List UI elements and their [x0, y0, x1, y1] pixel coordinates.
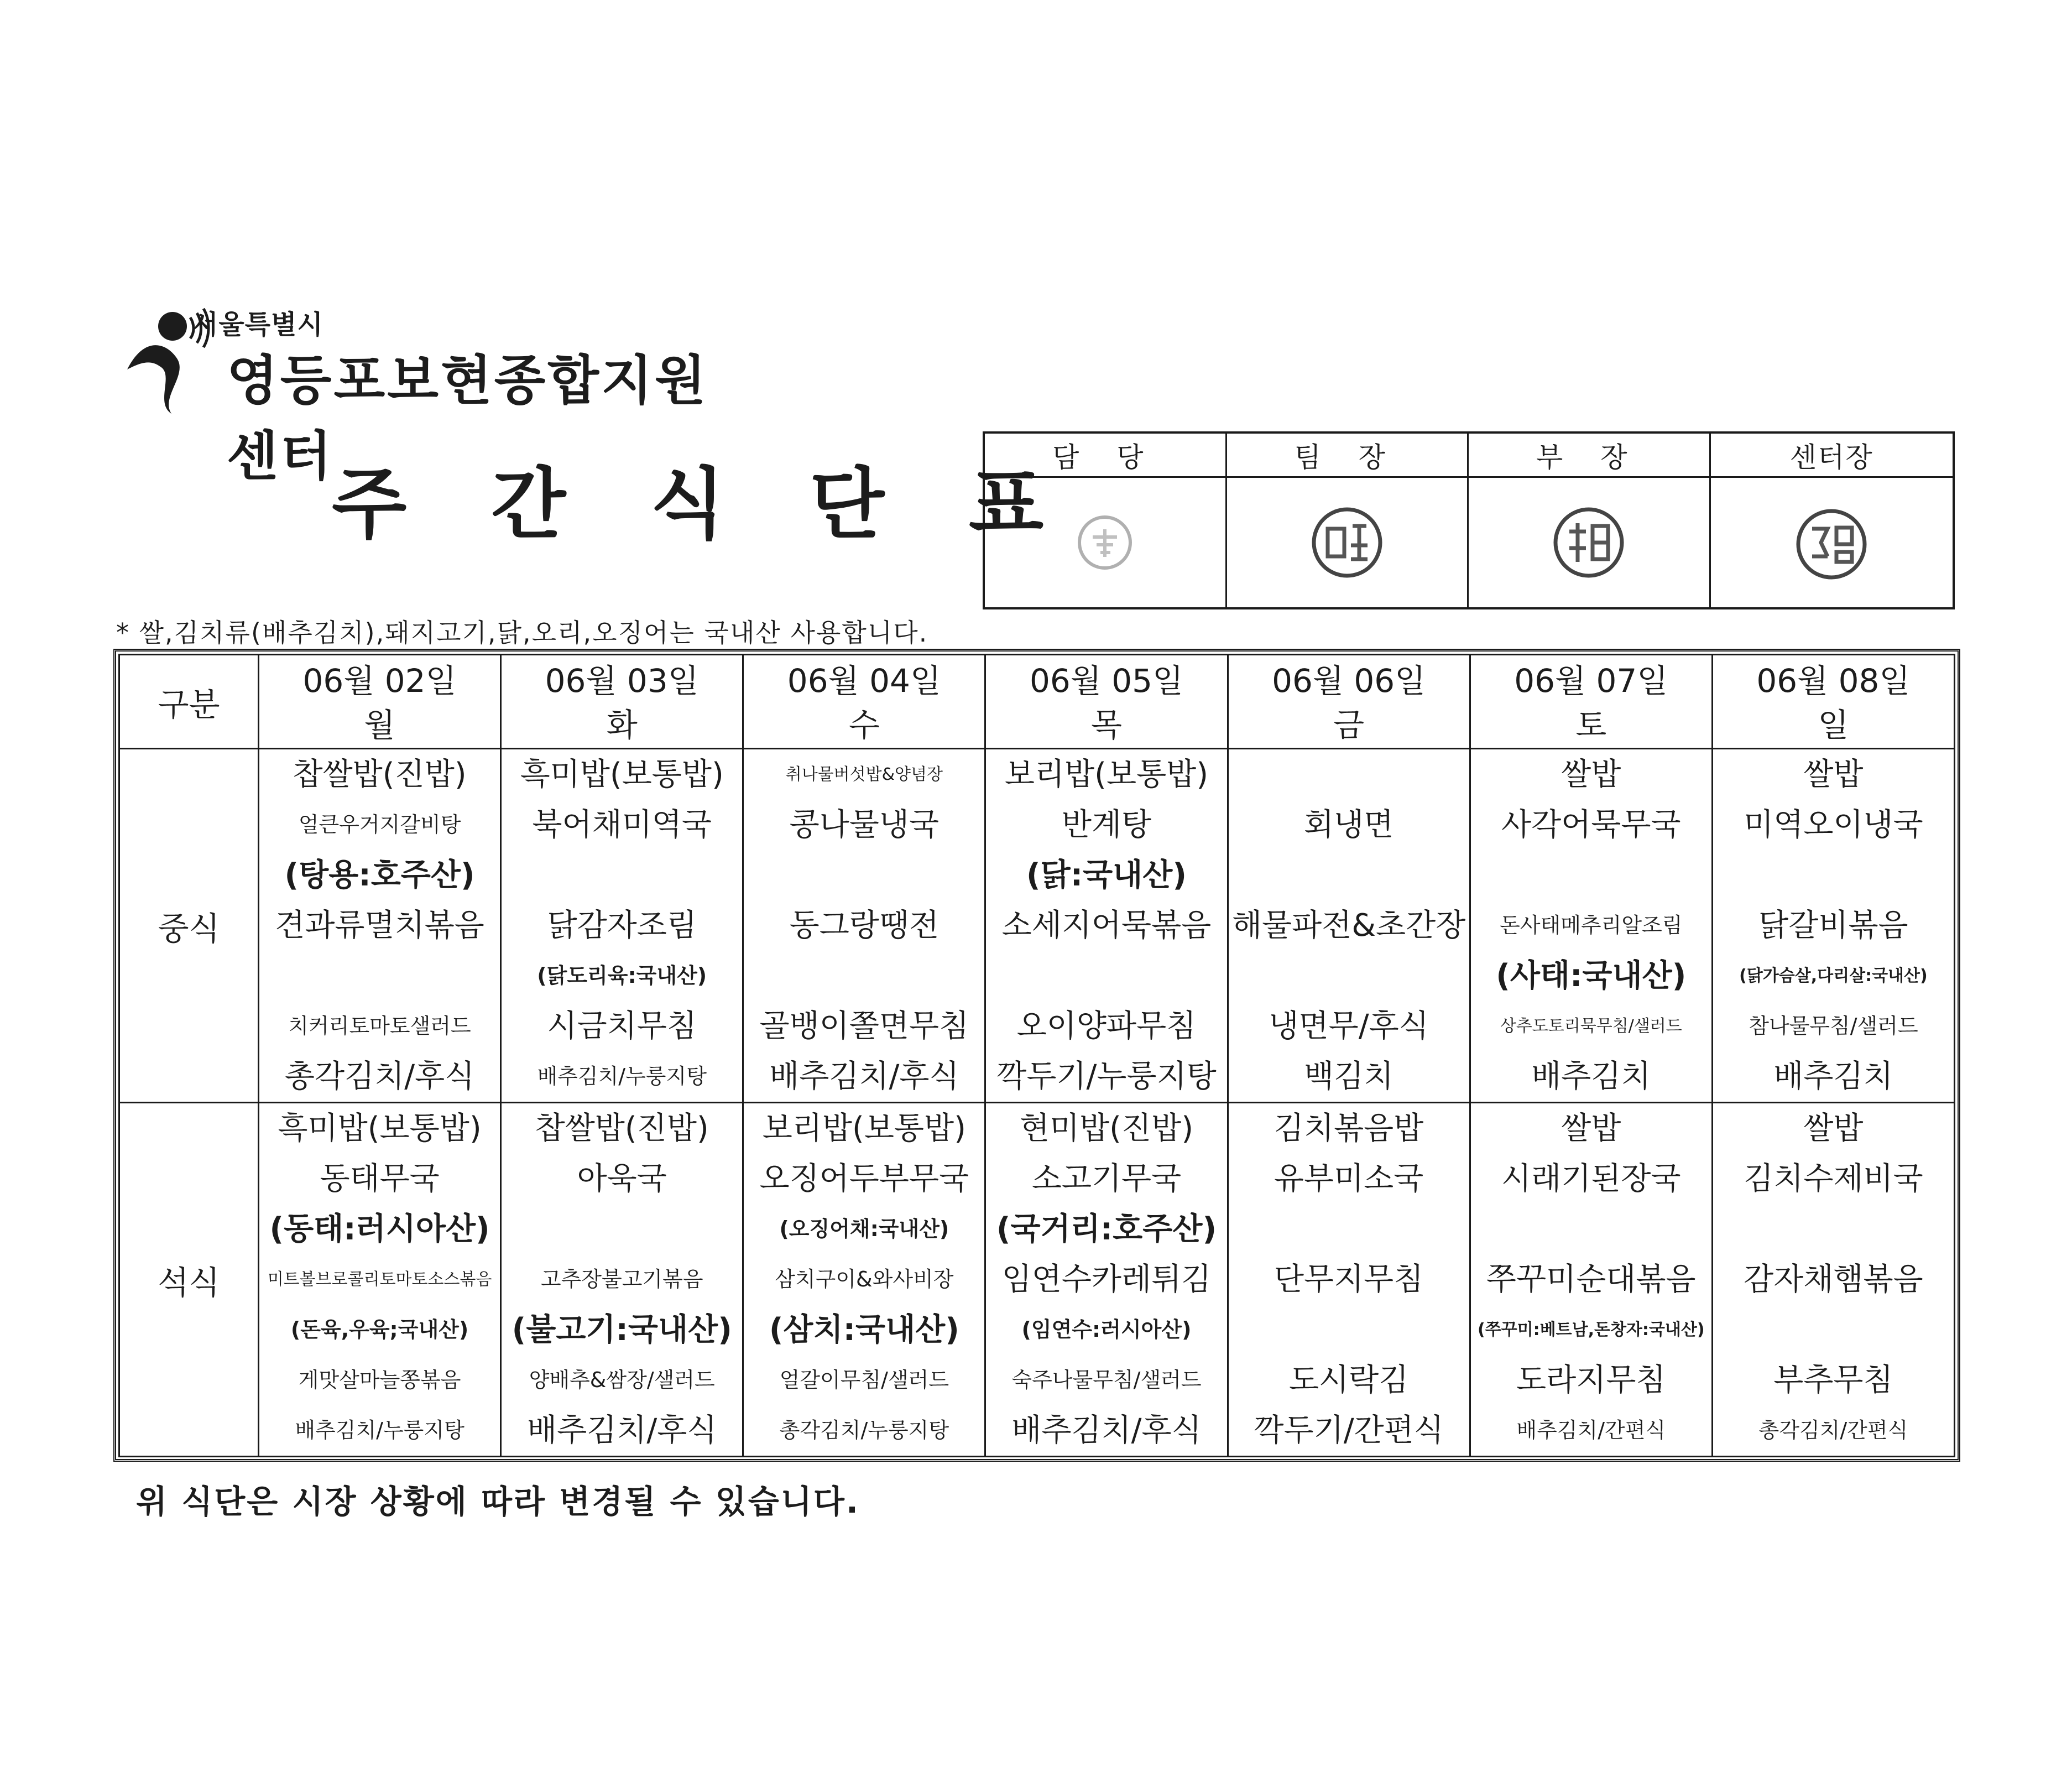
corner-label: 구분: [119, 655, 259, 749]
origin-label: [1713, 1204, 1954, 1254]
menu-item: 배추김치/후식: [526, 1413, 717, 1448]
menu-item: 배추김치/간편식: [1516, 1418, 1666, 1442]
menu-item: 해물파전&초간장: [1231, 908, 1466, 944]
menu-cell: [259, 1103, 501, 1457]
menu-item: 배추김치/후식: [769, 1059, 959, 1095]
menu-item: 흑미밥(보통밥): [520, 757, 724, 793]
approval-header-team-lead: 팀 장: [1227, 434, 1469, 478]
menu-item: 보리밥(보통밥): [762, 1111, 966, 1147]
day-of-week: 목: [1090, 706, 1122, 744]
origin-label: (사태:국내산): [1496, 958, 1687, 994]
origin-label: [259, 951, 500, 1001]
change-notice: 위 식단은 시장 상황에 따라 변경될 수 있습니다.: [136, 1483, 860, 1520]
menu-item: 게맛살마늘쫑볶음: [298, 1368, 461, 1392]
menu-item: 양배추&쌈장/샐러드: [529, 1368, 715, 1392]
menu-item: 반계탕: [1061, 807, 1152, 843]
dinner-row: [119, 1103, 1955, 1457]
org-city: 서울특별시: [192, 309, 323, 340]
menu-item: 김치볶음밥: [1274, 1111, 1424, 1147]
menu-item: 백김치: [1303, 1059, 1394, 1095]
menu-item: 현미밥(진밥): [1019, 1111, 1194, 1147]
menu-item: 시금치무침: [547, 1008, 697, 1044]
menu-cell: [1228, 749, 1470, 1103]
menu-item: 흑미밥(보통밥): [278, 1111, 482, 1147]
menu-item: 김치수제비국: [1744, 1161, 1923, 1197]
menu-item: 도라지무침: [1516, 1362, 1666, 1398]
approval-slot-staff: [985, 478, 1227, 607]
origin-label: [502, 850, 742, 900]
menu-item: 도시락김: [1288, 1362, 1409, 1398]
seal-stamp-icon: [1547, 501, 1630, 584]
table-header-row: [119, 655, 1955, 749]
origin-label: (쭈꾸미:베트남,돈창자:국내산): [1477, 1320, 1705, 1340]
origin-label: (삼치:국내산): [769, 1312, 959, 1348]
menu-item: 시래기된장국: [1501, 1161, 1681, 1197]
day-date: 06월 04일: [787, 662, 941, 700]
day-of-week: 월: [364, 706, 395, 744]
menu-item: 소고기무국: [1031, 1161, 1182, 1197]
menu-item: 치커리토마토샐러드: [288, 1014, 471, 1038]
menu-item: 배추김치/누룽지탕: [537, 1064, 707, 1088]
seal-stamp-icon: [1790, 501, 1873, 584]
day-date: 06월 02일: [302, 662, 457, 700]
menu-item: 감자채햄볶음: [1744, 1262, 1923, 1297]
dinner-label: 석식: [119, 1103, 259, 1457]
menu-item: 미트볼브로콜리토마토소스볶음: [267, 1270, 492, 1289]
day-header: [1228, 655, 1470, 749]
menu-item: 얼갈이무침/샐러드: [779, 1368, 949, 1392]
seal-stamp-icon: [1306, 501, 1389, 584]
menu-item: 참나물무침/샐러드: [1749, 1014, 1918, 1038]
day-of-week: 화: [606, 706, 638, 744]
menu-item: 찹쌀밥(진밥): [535, 1111, 709, 1147]
day-date: 06월 07일: [1514, 662, 1668, 700]
menu-item: 찹쌀밥(진밥): [293, 757, 467, 793]
origin-label: [1229, 850, 1469, 900]
menu-item: 닭감자조림: [547, 908, 697, 944]
day-header: [985, 655, 1228, 749]
origin-label: [502, 1204, 742, 1254]
day-of-week: 일: [1818, 706, 1849, 744]
menu-item: 쌀밥: [1561, 1111, 1621, 1147]
menu-item: 삼치구이&와사비장: [775, 1267, 954, 1291]
menu-item: 상추도토리묵무침/샐러드: [1500, 1017, 1682, 1036]
menu-item: 미역오이냉국: [1744, 807, 1923, 843]
weekly-menu-table: [113, 649, 1960, 1462]
menu-item: 배추김치: [1531, 1059, 1651, 1095]
approval-box: [983, 431, 1955, 609]
day-header: [743, 655, 985, 749]
origin-label: (국거리:호주산): [996, 1211, 1217, 1247]
day-of-week: 토: [1575, 706, 1607, 744]
menu-item: 깍두기/누룽지탕: [996, 1059, 1217, 1095]
menu-cell: [1470, 1103, 1712, 1457]
menu-item: 쌀밥: [1561, 757, 1621, 793]
approval-header-director: 센터장: [1711, 434, 1953, 478]
menu-item: 임연수카레튀김: [1001, 1262, 1212, 1297]
lunch-row: [119, 749, 1955, 1103]
menu-item: 아욱국: [577, 1161, 667, 1197]
approval-header-staff: 담 당: [985, 434, 1227, 478]
day-date: 06월 05일: [1029, 662, 1184, 700]
menu-item: 고추장불고기볶음: [540, 1267, 703, 1291]
menu-item: 쌀밥: [1803, 1111, 1864, 1147]
menu-item: 사각어묵무국: [1501, 807, 1681, 843]
origin-label: (닭도리육:국내산): [537, 963, 707, 988]
origin-label: [1713, 850, 1954, 900]
approval-slot-director: [1711, 478, 1953, 607]
menu-item: 배추김치/후식: [1011, 1413, 1202, 1448]
menu-cell: [985, 1103, 1228, 1457]
origin-label: [1229, 951, 1469, 1001]
origin-label: (동태:러시아산): [269, 1211, 490, 1247]
origin-label: (임연수:러시아산): [1021, 1317, 1192, 1342]
menu-item: 소세지어묵볶음: [1001, 908, 1212, 944]
menu-cell: [501, 749, 743, 1103]
day-header: [501, 655, 743, 749]
menu-item: 회냉면: [1303, 807, 1394, 843]
origin-label: (탕용:호주산): [284, 857, 475, 893]
menu-item: [1229, 749, 1469, 800]
menu-item: 보리밥(보통밥): [1004, 757, 1209, 793]
origin-label: [986, 951, 1227, 1001]
menu-item: 총각김치/후식: [284, 1059, 475, 1095]
menu-item: 얼큰우거지갈비탕: [298, 812, 461, 837]
menu-item: 단무지무침: [1274, 1262, 1424, 1297]
origin-label: [1471, 1204, 1711, 1254]
menu-item: 닭갈비볶음: [1758, 908, 1908, 944]
approval-header-manager: 부 장: [1469, 434, 1711, 478]
approval-slot-manager: [1469, 478, 1711, 607]
menu-item: 오징어두부무국: [759, 1161, 969, 1197]
day-date: 06월 08일: [1756, 662, 1911, 700]
menu-item: 오이양파무침: [1016, 1008, 1197, 1044]
menu-item: 부추무침: [1773, 1362, 1893, 1398]
menu-cell: [1470, 749, 1712, 1103]
menu-item: 냉면무/후식: [1269, 1008, 1429, 1044]
origin-label: (닭가슴살,다리살:국내산): [1739, 966, 1928, 986]
origin-label: [1713, 1305, 1954, 1355]
day-of-week: 수: [848, 706, 880, 744]
menu-cell: [1228, 1103, 1470, 1457]
seal-stamp-icon: [1072, 509, 1138, 576]
menu-item: 콩나물냉국: [789, 807, 940, 843]
menu-item: 쌀밥: [1803, 757, 1864, 793]
menu-item: 골뱅이쫄면무침: [759, 1008, 969, 1044]
menu-item: 유부미소국: [1274, 1161, 1424, 1197]
menu-item: 배추김치: [1773, 1059, 1893, 1095]
day-date: 06월 06일: [1272, 662, 1426, 700]
menu-cell: [259, 749, 501, 1103]
menu-item: 깍두기/간편식: [1254, 1413, 1444, 1448]
origin-label: [744, 951, 984, 1001]
day-header: [1712, 655, 1954, 749]
lunch-label: 중식: [119, 749, 259, 1103]
menu-item: 견과류멸치볶음: [275, 908, 484, 944]
menu-item: 배추김치/누룽지탕: [295, 1418, 464, 1442]
origin-label: [1229, 1204, 1469, 1254]
origin-label: [1229, 1305, 1469, 1355]
menu-cell: [501, 1103, 743, 1457]
menu-item: 숙주나물무침/샐러드: [1011, 1368, 1202, 1392]
menu-cell: [1712, 749, 1954, 1103]
menu-item: 동그랑땡전: [789, 908, 940, 944]
origin-label: [1471, 850, 1711, 900]
origin-label: [744, 850, 984, 900]
menu-item: 총각김치/누룽지탕: [779, 1418, 949, 1442]
menu-item: 취나물버섯밥&양념장: [785, 765, 943, 784]
menu-cell: [1712, 1103, 1954, 1457]
day-header: [1470, 655, 1712, 749]
menu-item: 쭈꾸미순대볶음: [1486, 1262, 1696, 1297]
menu-cell: [743, 1103, 985, 1457]
menu-item: 돈사태메추리알조림: [1500, 913, 1683, 937]
menu-cell: [985, 749, 1228, 1103]
origin-label: (돈육,우육;국내산): [290, 1317, 469, 1342]
menu-cell: [743, 749, 985, 1103]
approval-slot-team-lead: [1227, 478, 1469, 607]
day-of-week: 금: [1333, 706, 1365, 744]
page-title: 주 간 식 단 표: [332, 460, 1073, 550]
org-logo: [122, 303, 741, 487]
menu-item: 동태무국: [320, 1161, 440, 1197]
org-name: 영등포보현종합지원센터: [227, 350, 708, 487]
day-header: [259, 655, 501, 749]
origin-label: (닭:국내산): [1026, 857, 1187, 893]
origin-label: (오징어채:국내산): [779, 1217, 949, 1241]
origin-label: (불고기:국내산): [512, 1312, 732, 1348]
menu-item: 북어채미역국: [532, 807, 712, 843]
origin-note: * 쌀,김치류(배추김치),돼지고기,닭,오리,오징어는 국내산 사용합니다.: [116, 618, 928, 648]
day-date: 06월 03일: [545, 662, 699, 700]
menu-item: 총각김치/간편식: [1758, 1418, 1908, 1442]
